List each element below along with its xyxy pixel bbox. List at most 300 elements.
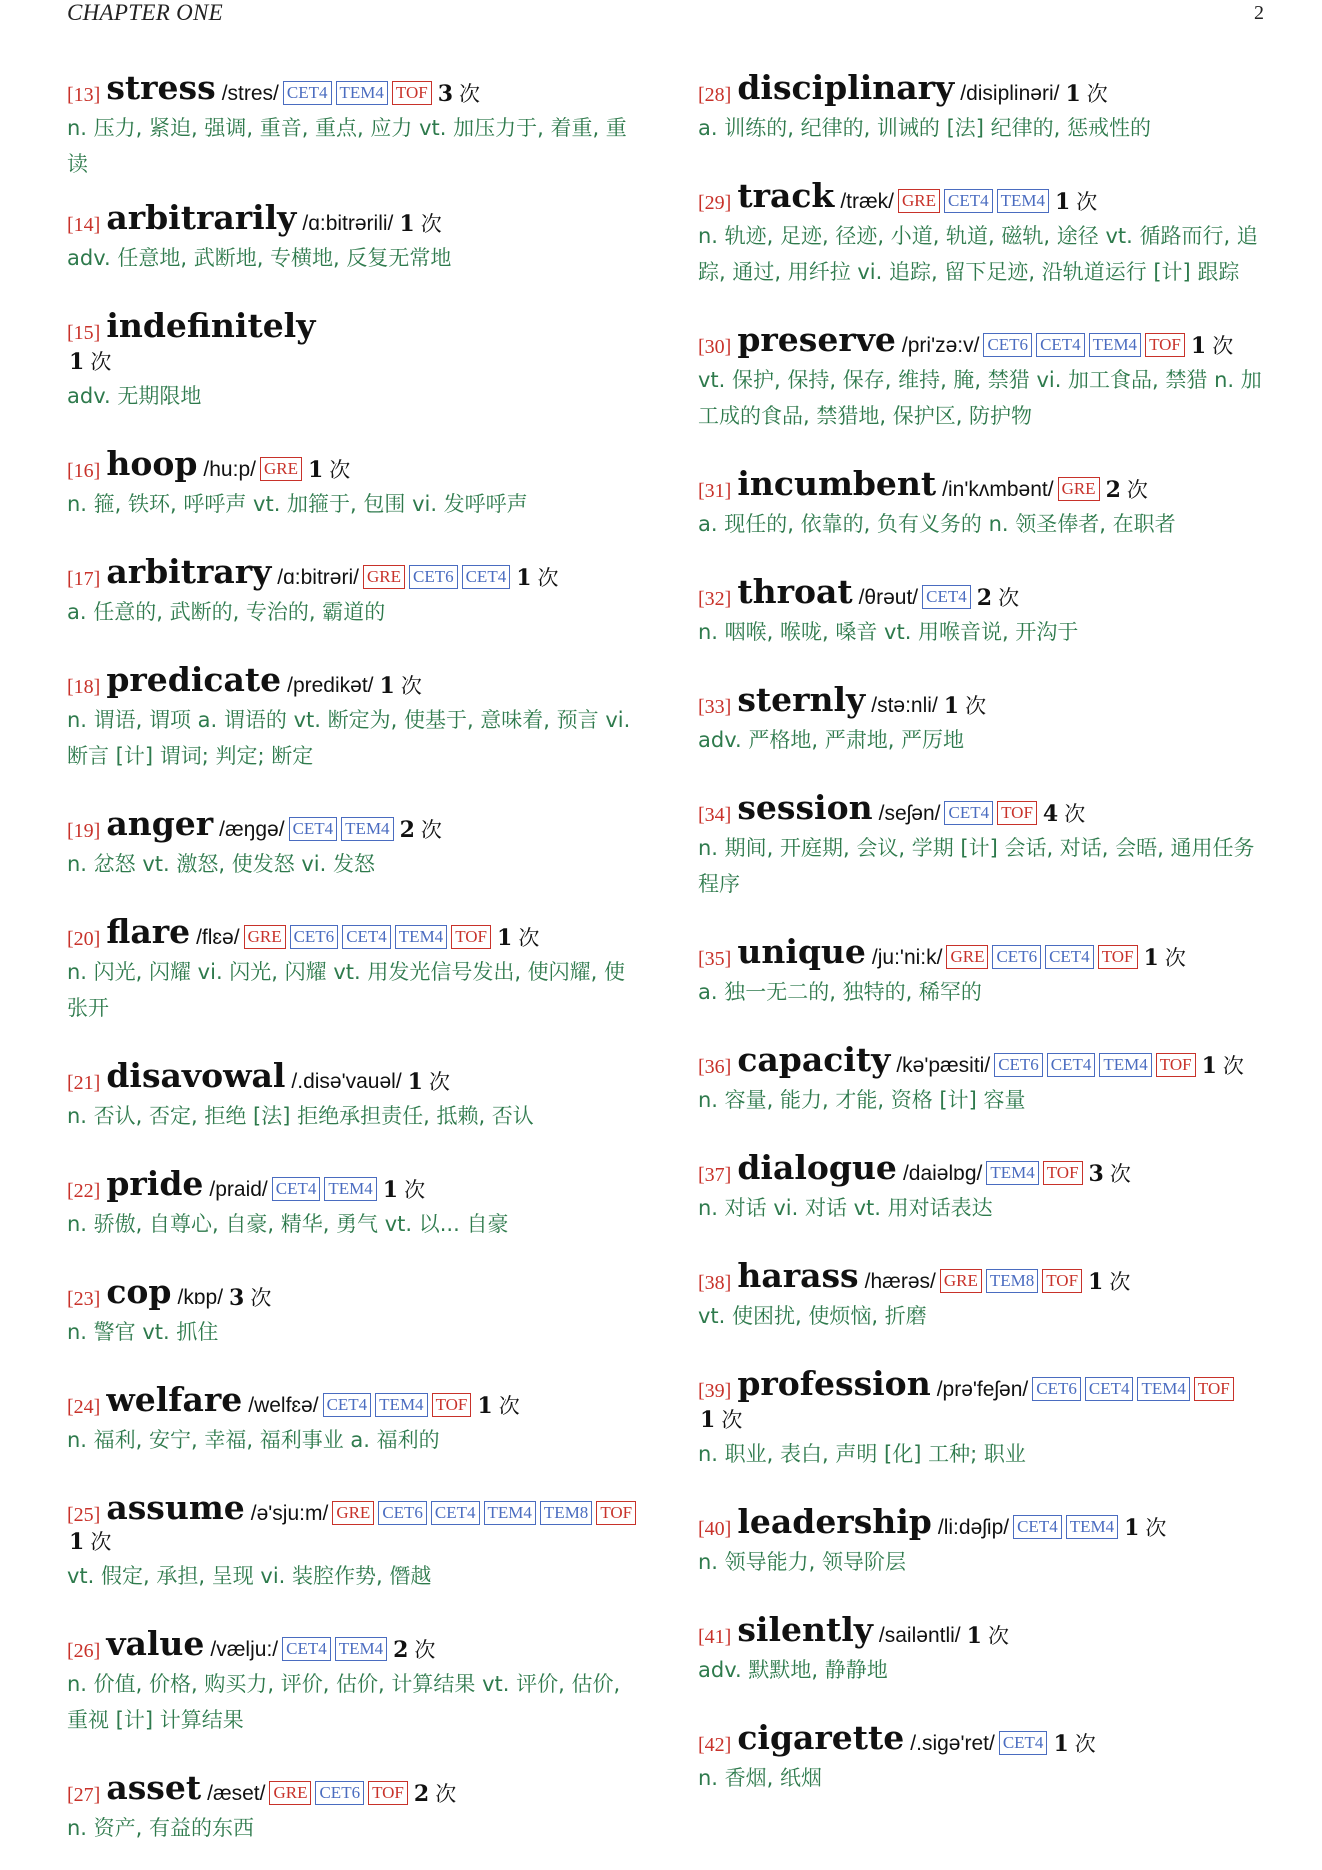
- headword-line: [67, 1768, 642, 1808]
- definition: n. 咽喉, 喉咙, 嗓音 vt. 用喉音说, 开沟于: [698, 620, 1079, 644]
- definition: n. 警官 vt. 抓住: [67, 1320, 219, 1344]
- exam-tag: TEM4: [375, 1393, 427, 1417]
- headword-line: [698, 1148, 1271, 1188]
- headword-line: [698, 68, 1271, 108]
- chapter-title: CHAPTER ONE: [67, 0, 223, 25]
- definition: n. 压力, 紧迫, 强调, 重音, 重点, 应力 vt. 加压力于, 着重, 重读: [67, 116, 627, 176]
- dictionary-entry: [67, 68, 642, 182]
- dictionary-entry: [67, 444, 642, 522]
- exam-tag: TEM4: [336, 81, 388, 105]
- entry-number: [15]: [67, 322, 101, 344]
- phonetic: /.sigə'ret/: [910, 1732, 995, 1755]
- entry-number: [17]: [67, 568, 101, 590]
- count-unit: 次: [90, 350, 112, 374]
- headword: track: [737, 176, 835, 215]
- occurrence-count: 4: [1042, 801, 1059, 827]
- headword-line: [67, 68, 642, 108]
- headword: pride: [106, 1164, 204, 1203]
- exam-tag: TOF: [1043, 1161, 1083, 1185]
- headword-line: [67, 1488, 642, 1556]
- exam-tag: CET4: [1047, 1053, 1096, 1077]
- count-unit: 次: [1109, 1270, 1131, 1294]
- exam-tag: GRE: [269, 1781, 311, 1805]
- dictionary-entry: [698, 572, 1271, 650]
- count-unit: 次: [1126, 478, 1148, 502]
- entry-number: [20]: [67, 928, 101, 950]
- dictionary-entry: [67, 198, 642, 276]
- definition: a. 独一无二的, 独特的, 稀罕的: [698, 980, 982, 1004]
- headword: harass: [737, 1256, 859, 1295]
- entry-number: [41]: [698, 1626, 732, 1648]
- phonetic: /æŋgə/: [219, 818, 285, 841]
- definition: vt. 假定, 承担, 呈现 vi. 装腔作势, 僭越: [67, 1564, 432, 1588]
- definition: n. 领导能力, 领导阶层: [698, 1550, 907, 1574]
- entry-number: [26]: [67, 1640, 101, 1662]
- occurrence-count: 2: [393, 1637, 409, 1663]
- phonetic: /.disə'vauəl/: [291, 1070, 402, 1093]
- headword: hoop: [106, 444, 198, 483]
- entry-number: [21]: [67, 1072, 101, 1094]
- headword: preserve: [737, 320, 896, 359]
- count-unit: 次: [1109, 1162, 1131, 1186]
- headword-line: [67, 804, 642, 844]
- exam-tag: TEM4: [484, 1501, 536, 1525]
- count-unit: 次: [435, 1782, 457, 1806]
- exam-tag: TEM4: [1137, 1377, 1189, 1401]
- exam-tag: CET4: [289, 817, 338, 841]
- count-unit: 次: [965, 694, 987, 718]
- headword-line: [698, 464, 1271, 504]
- occurrence-count: 1: [69, 1529, 85, 1555]
- exam-tag: TEM4: [997, 189, 1049, 213]
- exam-tag: CET6: [994, 1053, 1043, 1077]
- occurrence-count: 1: [1190, 333, 1207, 359]
- exam-tag: TEM4: [341, 817, 393, 841]
- headword: profession: [737, 1364, 931, 1403]
- headword: session: [737, 788, 873, 827]
- headword-line: [67, 1380, 642, 1420]
- count-unit: 次: [498, 1394, 520, 1418]
- definition: n. 福利, 安宁, 幸福, 福利事业 a. 福利的: [67, 1428, 440, 1452]
- definition: n. 期间, 开庭期, 会议, 学期 [计] 会话, 对话, 会晤, 通用任务程序: [698, 836, 1255, 896]
- headword: value: [106, 1624, 205, 1663]
- phonetic: /æset/: [207, 1782, 266, 1805]
- headword-line: [67, 1624, 642, 1664]
- headword: disciplinary: [737, 68, 955, 107]
- exam-tag: CET4: [1085, 1377, 1134, 1401]
- count-unit: 次: [1076, 190, 1098, 214]
- count-unit: 次: [537, 566, 559, 590]
- exam-tag: TOF: [596, 1501, 636, 1525]
- exam-tag: TOF: [1194, 1377, 1234, 1401]
- headword: sternly: [737, 680, 866, 719]
- entry-number: [31]: [698, 480, 732, 502]
- occurrence-count: 3: [1088, 1161, 1104, 1187]
- occurrence-count: 1: [497, 925, 513, 951]
- headword-line: [67, 552, 642, 592]
- occurrence-count: 2: [976, 585, 993, 611]
- headword: indefinitely: [106, 306, 316, 345]
- dictionary-entry: [698, 1256, 1271, 1334]
- occurrence-count: 1: [307, 457, 324, 483]
- count-unit: 次: [404, 1178, 426, 1202]
- occurrence-count: 1: [407, 1069, 423, 1095]
- headword: asset: [106, 1768, 202, 1807]
- entry-number: [34]: [698, 804, 732, 826]
- exam-tag: TOF: [432, 1393, 472, 1417]
- exam-tag: TEM4: [1099, 1053, 1151, 1077]
- definition: n. 箍, 铁环, 呼呼声 vt. 加箍于, 包围 vi. 发呼呼声: [67, 492, 528, 516]
- exam-tag: GRE: [332, 1501, 374, 1525]
- headword-line: [698, 1364, 1271, 1404]
- occurrence-count: 1: [966, 1623, 982, 1649]
- headword-line: [67, 1272, 642, 1312]
- count-unit: 次: [1164, 946, 1186, 970]
- headword-line: [698, 176, 1271, 216]
- headword: cop: [106, 1272, 172, 1311]
- definition: n. 资产, 有益的东西: [67, 1816, 255, 1840]
- definition: vt. 使困扰, 使烦恼, 折磨: [698, 1304, 927, 1328]
- entry-number: [27]: [67, 1784, 101, 1806]
- definition: n. 容量, 能力, 才能, 资格 [计] 容量: [698, 1088, 1026, 1112]
- occurrence-count: 1: [382, 1177, 399, 1203]
- exam-tag: CET6: [315, 1781, 364, 1805]
- headword-line: [67, 198, 642, 238]
- count-unit: 次: [1222, 1054, 1244, 1078]
- dictionary-entry: [698, 464, 1271, 542]
- headword-line: [698, 1610, 1271, 1650]
- headword-line: [698, 788, 1271, 828]
- exam-tag: GRE: [898, 189, 940, 213]
- exam-tag: TOF: [451, 925, 491, 949]
- phonetic: /ju:'ni:k/: [871, 946, 943, 969]
- occurrence-count: 2: [413, 1781, 430, 1807]
- headword-line: [698, 680, 1271, 720]
- phonetic: /sailəntli/: [878, 1624, 961, 1647]
- exam-tag: CET4: [283, 81, 332, 105]
- definition: adv. 严格地, 严肃地, 严厉地: [698, 728, 965, 752]
- headword: arbitrary: [106, 552, 272, 591]
- occurrence-count: 1: [1143, 945, 1159, 971]
- phonetic: /in'kʌmbənt/: [942, 478, 1054, 501]
- count-unit: 次: [250, 1286, 272, 1310]
- exam-tag: CET4: [431, 1501, 480, 1525]
- definition: n. 骄傲, 自尊心, 自豪, 精华, 勇气 vt. 以... 自豪: [67, 1212, 509, 1236]
- phonetic: /vælju:/: [210, 1638, 279, 1661]
- exam-tag: CET6: [378, 1501, 427, 1525]
- page-number: 2: [1254, 2, 1264, 24]
- entry-number: [14]: [67, 214, 101, 236]
- headword-line: [698, 1040, 1271, 1080]
- dictionary-entry: [698, 1040, 1271, 1118]
- headword: cigarette: [737, 1718, 905, 1757]
- definition: adv. 无期限地: [67, 384, 202, 408]
- occurrence-count: 1: [516, 565, 532, 591]
- headword: throat: [737, 572, 853, 611]
- dictionary-entry: [67, 912, 642, 1026]
- occurrence-count: 2: [399, 817, 415, 843]
- count-unit: 次: [1212, 334, 1234, 358]
- occurrence-count: 1: [1053, 1731, 1069, 1757]
- headword-line: [698, 1718, 1271, 1758]
- exam-tag: CET4: [922, 585, 971, 609]
- occurrence-count: 1: [943, 693, 960, 719]
- count-unit: 次: [420, 818, 442, 842]
- headword-line: [67, 1056, 642, 1096]
- entry-number: [32]: [698, 588, 732, 610]
- phonetic: /flɛə/: [196, 926, 240, 949]
- dictionary-entry: [698, 1148, 1271, 1226]
- exam-tag: GRE: [946, 945, 988, 969]
- entry-number: [24]: [67, 1396, 101, 1418]
- count-unit: 次: [459, 82, 481, 106]
- entry-number: [29]: [698, 192, 732, 214]
- count-unit: 次: [721, 1408, 743, 1432]
- phonetic: /pri'zə:v/: [901, 334, 980, 357]
- definition: a. 任意的, 武断的, 专治的, 霸道的: [67, 600, 386, 624]
- headword: assume: [106, 1488, 245, 1527]
- entry-number: [28]: [698, 84, 732, 106]
- definition: n. 对话 vi. 对话 vt. 用对话表达: [698, 1196, 993, 1220]
- entry-number: [16]: [67, 460, 101, 482]
- exam-tag: CET4: [944, 189, 993, 213]
- definition: vt. 保护, 保持, 保存, 维持, 腌, 禁猎 vi. 加工食品, 禁猎 n. 加工成的食品, 禁猎地, 保护区, 防护物: [698, 368, 1262, 428]
- headword: leadership: [737, 1502, 932, 1541]
- dictionary-entry: [698, 932, 1271, 1010]
- exam-tag: TOF: [997, 801, 1037, 825]
- phonetic: /hærəs/: [864, 1270, 936, 1293]
- definition: n. 轨迹, 足迹, 径迹, 小道, 轨道, 磁轨, 途径 vt. 循路而行, 追踪, 通过, 用纤拉 vi. 追踪, 留下足迹, 沿轨道运行 [计] 跟踪: [698, 224, 1258, 284]
- phonetic: /seʃən/: [878, 802, 941, 825]
- dictionary-entry: [698, 68, 1271, 146]
- headword: unique: [737, 932, 866, 971]
- headword: incumbent: [737, 464, 937, 503]
- headword-line: [67, 1164, 642, 1204]
- entry-number: [18]: [67, 676, 101, 698]
- occurrence-count: 1: [1054, 189, 1071, 215]
- exam-tag: CET6: [290, 925, 339, 949]
- dictionary-entry: [698, 1610, 1271, 1688]
- entry-number: [40]: [698, 1518, 732, 1540]
- headword: stress: [106, 68, 216, 107]
- phonetic: /stres/: [221, 82, 279, 105]
- entry-number: [23]: [67, 1288, 101, 1310]
- phonetic: /hu:p/: [203, 458, 256, 481]
- headword-line: [67, 912, 642, 952]
- dictionary-entry: [698, 680, 1271, 758]
- occurrence-count: 1: [379, 673, 395, 699]
- headword-line: [698, 1502, 1271, 1542]
- occurrence-count: 2: [1105, 477, 1121, 503]
- headword-line: [698, 320, 1271, 360]
- headword: flare: [106, 912, 191, 951]
- phonetic: /stə:nli/: [871, 694, 938, 717]
- count-unit: 次: [1064, 802, 1086, 826]
- dictionary-entry: [698, 1718, 1271, 1796]
- definition: a. 训练的, 纪律的, 训诫的 [法] 纪律的, 惩戒性的: [698, 116, 1152, 140]
- count-unit: 次: [400, 674, 422, 698]
- definition: n. 香烟, 纸烟: [698, 1766, 823, 1790]
- headword-line: [698, 1256, 1271, 1296]
- headword: dialogue: [737, 1148, 897, 1187]
- headword-line: [67, 660, 642, 700]
- count-unit: 次: [428, 1070, 450, 1094]
- exam-tag: GRE: [940, 1269, 982, 1293]
- exam-tag: CET4: [342, 925, 391, 949]
- left-column: [67, 68, 642, 1846]
- dictionary-entry: [67, 660, 642, 774]
- phonetic: /welfɛə/: [248, 1394, 319, 1417]
- headword-line: [67, 306, 642, 346]
- exam-tag: GRE: [363, 565, 405, 589]
- dictionary-entry: [67, 1488, 642, 1594]
- count-unit: 次: [420, 212, 442, 236]
- dictionary-entry: [67, 1768, 642, 1846]
- exam-tag: CET4: [1013, 1515, 1062, 1539]
- occurrence-count: 3: [437, 81, 454, 107]
- phonetic: /θrəut/: [858, 586, 919, 609]
- exam-tag: TEM8: [986, 1269, 1038, 1293]
- count-unit: 次: [1086, 82, 1108, 106]
- dictionary-entry: [67, 1056, 642, 1134]
- entry-number: [25]: [67, 1504, 101, 1526]
- definition: n. 忿怒 vt. 激怒, 使发怒 vi. 发怒: [67, 852, 375, 876]
- dictionary-entry: [698, 788, 1271, 902]
- definition: adv. 任意地, 武断地, 专横地, 反复无常地: [67, 246, 452, 270]
- exam-tag: CET6: [409, 565, 458, 589]
- right-column: [698, 68, 1271, 1796]
- exam-tag: TOF: [1156, 1053, 1196, 1077]
- phonetic: /li:dəʃip/: [937, 1516, 1010, 1539]
- occurrence-count: 1: [399, 211, 415, 237]
- dictionary-entry: [67, 804, 642, 882]
- exam-tag: CET4: [1045, 945, 1094, 969]
- dictionary-entry: [698, 1364, 1271, 1472]
- definition: a. 现任的, 依靠的, 负有义务的 n. 领圣俸者, 在职者: [698, 512, 1176, 536]
- phonetic: /praid/: [209, 1178, 268, 1201]
- dictionary-entry: [67, 306, 642, 414]
- phonetic: /disiplinəri/: [960, 82, 1060, 105]
- exam-tag: TEM8: [540, 1501, 592, 1525]
- exam-tag: GRE: [1058, 477, 1100, 501]
- exam-tag: TEM4: [335, 1637, 387, 1661]
- entry-number: [33]: [698, 696, 732, 718]
- phonetic: /predikət/: [287, 674, 374, 697]
- entry-number: [13]: [67, 84, 101, 106]
- occurrence-count: 1: [477, 1393, 493, 1419]
- phonetic: /kə'pæsiti/: [896, 1054, 991, 1077]
- dictionary-entry: [67, 1624, 642, 1738]
- exam-tag: CET4: [272, 1177, 321, 1201]
- exam-tag: CET4: [944, 801, 993, 825]
- phonetic: /daiəlɒg/: [902, 1162, 983, 1185]
- headword: anger: [106, 804, 214, 843]
- occurrence-count: 1: [1201, 1053, 1217, 1079]
- occurrence-count: 1: [700, 1407, 716, 1433]
- headword: silently: [737, 1610, 873, 1649]
- count-unit: 次: [1074, 1732, 1096, 1756]
- occurrence-count: 1: [1065, 81, 1081, 107]
- count-unit: 次: [329, 458, 351, 482]
- entry-number: [30]: [698, 336, 732, 358]
- count-unit: 次: [998, 586, 1020, 610]
- exam-tag: GRE: [260, 457, 302, 481]
- dictionary-entry: [67, 1380, 642, 1458]
- entry-number: [37]: [698, 1164, 732, 1186]
- definition: n. 职业, 表白, 声明 [化] 工种; 职业: [698, 1442, 1026, 1466]
- entry-number: [35]: [698, 948, 732, 970]
- exam-tag: TOF: [1145, 333, 1185, 357]
- occurrence-count: 1: [1088, 1269, 1104, 1295]
- entry-number: [38]: [698, 1272, 732, 1294]
- definition: adv. 默默地, 静静地: [698, 1658, 888, 1682]
- definition: n. 价值, 价格, 购买力, 评价, 估价, 计算结果 vt. 评价, 估价, 重视 [计] 计算结果: [67, 1672, 621, 1732]
- entry-number: [42]: [698, 1734, 732, 1756]
- phonetic: /prə'feʃən/: [936, 1378, 1029, 1401]
- exam-tag: GRE: [244, 925, 286, 949]
- exam-tag: CET4: [462, 565, 511, 589]
- entry-number: [19]: [67, 820, 101, 842]
- count-line: [698, 1404, 1271, 1434]
- definition: n. 闪光, 闪耀 vi. 闪光, 闪耀 vt. 用发光信号发出, 使闪耀, 使张开: [67, 960, 626, 1020]
- exam-tag: CET4: [999, 1731, 1048, 1755]
- entry-number: [36]: [698, 1056, 732, 1078]
- count-unit: 次: [414, 1638, 436, 1662]
- phonetic: /ə'sju:m/: [250, 1502, 329, 1525]
- headword: welfare: [106, 1380, 243, 1419]
- count-unit: 次: [1145, 1516, 1167, 1540]
- exam-tag: TEM4: [986, 1161, 1038, 1185]
- exam-tag: CET4: [323, 1393, 372, 1417]
- phonetic: /ɑ:bitrərili/: [302, 212, 394, 235]
- exam-tag: CET4: [282, 1637, 331, 1661]
- headword: capacity: [737, 1040, 891, 1079]
- headword-line: [698, 932, 1271, 972]
- occurrence-count: 1: [1124, 1515, 1140, 1541]
- occurrence-count: 1: [69, 349, 85, 375]
- dictionary-entry: [698, 1502, 1271, 1580]
- exam-tag: TEM4: [395, 925, 447, 949]
- dictionary-entry: [698, 320, 1271, 434]
- headword-line: [698, 572, 1271, 612]
- exam-tag: CET6: [1032, 1377, 1081, 1401]
- phonetic: /træk/: [840, 190, 894, 213]
- definition: n. 谓语, 谓项 a. 谓语的 vt. 断定为, 使基于, 意味着, 预言 vi. 断言 [计] 谓词; 判定; 断定: [67, 708, 631, 768]
- headword: disavowal: [106, 1056, 286, 1095]
- dictionary-entry: [67, 1164, 642, 1242]
- dictionary-entry: [67, 552, 642, 630]
- phonetic: /kɒp/: [177, 1286, 224, 1309]
- entry-number: [39]: [698, 1380, 732, 1402]
- exam-tag: TOF: [1098, 945, 1138, 969]
- dictionary-entry: [698, 176, 1271, 290]
- exam-tag: CET4: [1036, 333, 1085, 357]
- phonetic: /ɑ:bitrəri/: [277, 566, 359, 589]
- exam-tag: TOF: [392, 81, 432, 105]
- entry-number: [22]: [67, 1180, 101, 1202]
- exam-tag: CET6: [983, 333, 1032, 357]
- dictionary-entry: [67, 1272, 642, 1350]
- headword-line: [67, 444, 642, 484]
- count-line: [67, 346, 642, 376]
- headword: arbitrarily: [106, 198, 297, 237]
- count-unit: 次: [90, 1530, 112, 1554]
- exam-tag: TEM4: [1066, 1515, 1118, 1539]
- count-unit: 次: [987, 1624, 1009, 1648]
- exam-tag: TOF: [1042, 1269, 1082, 1293]
- exam-tag: CET6: [992, 945, 1041, 969]
- exam-tag: TOF: [368, 1781, 408, 1805]
